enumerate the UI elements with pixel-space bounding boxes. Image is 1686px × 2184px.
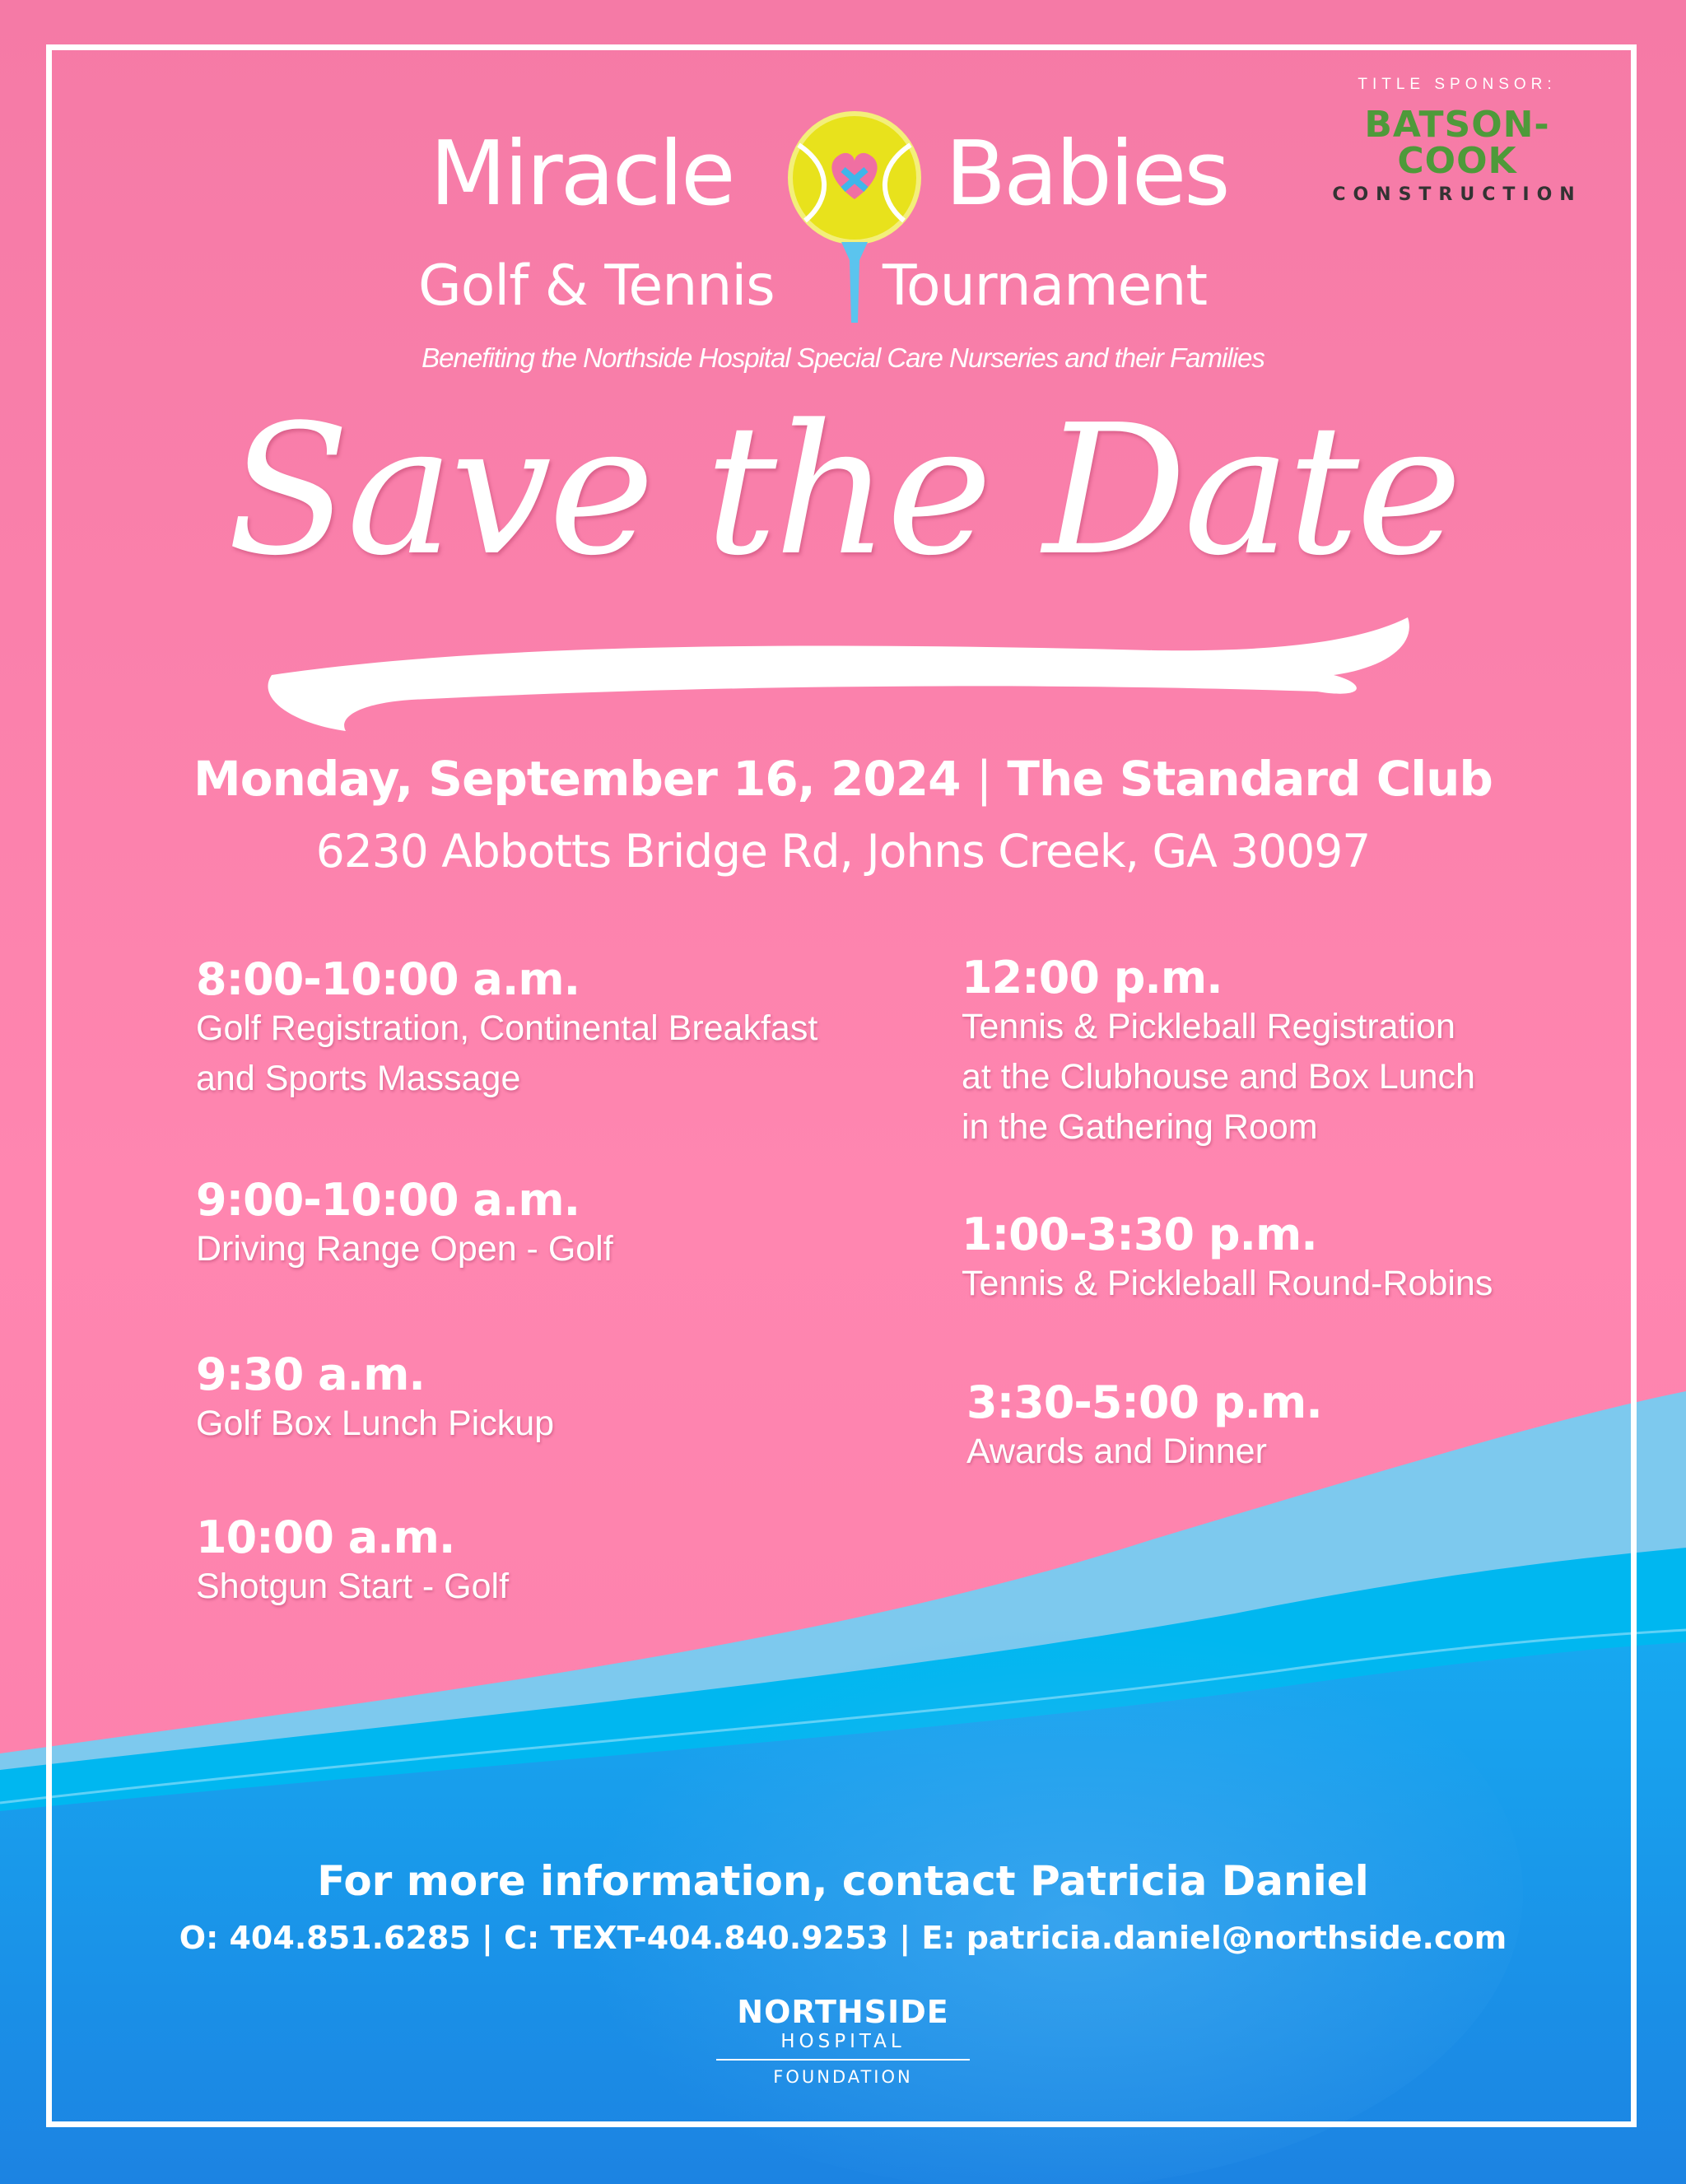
logo-word-miracle: Miracle (430, 123, 734, 226)
schedule-time: 10:00 a.m. (196, 1511, 455, 1563)
schedule-desc: and Sports Massage (196, 1059, 521, 1099)
schedule-time: 9:00-10:00 a.m. (196, 1174, 580, 1226)
title-sponsor (1317, 76, 1597, 205)
foundation-name: NORTHSIDE (737, 1994, 949, 2030)
schedule-desc: Driving Range Open - Golf (196, 1229, 613, 1269)
schedule-item-golf-registration (196, 955, 855, 1104)
northside-foundation-logo (716, 1996, 970, 2087)
schedule-desc: Tennis & Pickleball Registration (962, 1007, 1455, 1047)
logo-golf-tennis: Golf & Tennis (418, 254, 775, 319)
swoosh-ornament (247, 609, 1424, 733)
schedule-item-shotgun-start (196, 1513, 855, 1612)
foundation-hospital: HOSPITAL (780, 2031, 906, 2052)
event-date: Monday, September 16, 2024 (193, 751, 961, 807)
schedule-item-box-lunch (196, 1350, 855, 1449)
schedule-time: 12:00 p.m. (962, 952, 1223, 1004)
logo-word-babies: Babies (945, 123, 1228, 226)
schedule-item-tennis-registration (962, 953, 1620, 1153)
contact-title: For more information, contact Patricia Daniel (317, 1857, 1369, 1905)
schedule-desc: Shotgun Start - Golf (196, 1567, 510, 1607)
schedule-desc: in the Gathering Room (962, 1107, 1318, 1148)
event-address: 6230 Abbotts Bridge Rd, Johns Creek, GA 30097 (315, 825, 1371, 878)
schedule-time: 9:30 a.m. (196, 1348, 425, 1400)
golf-tee-icon (841, 242, 868, 323)
sponsor-name: BATSON-COOK (1364, 104, 1550, 182)
schedule-item-driving-range (196, 1176, 855, 1274)
benefit-tagline: Benefiting the Northside Hospital Special Care Nurseries and their Families (422, 342, 1264, 373)
schedule-time: 3:30-5:00 p.m. (966, 1376, 1322, 1428)
date-separator: | (976, 751, 992, 807)
contact-info: O: 404.851.6285 | C: TEXT-404.840.9253 | E: patricia.daniel@northside.com (179, 1920, 1507, 1956)
event-venue: The Standard Club (1007, 751, 1493, 807)
sponsor-label: TITLE SPONSOR: (1358, 76, 1557, 93)
save-the-date-headline: Save the Date (226, 387, 1460, 595)
schedule-time: 8:00-10:00 a.m. (196, 953, 580, 1005)
logo-tournament: Tournament (883, 254, 1208, 319)
schedule-desc: Tennis & Pickleball Round-Robins (962, 1264, 1493, 1304)
tennis-ball-heart-icon (782, 109, 927, 323)
sponsor-subtitle: CONSTRUCTION (1332, 184, 1582, 205)
schedule-desc: Golf Registration, Continental Breakfast (196, 1008, 818, 1049)
schedule-desc: at the Clubhouse and Box Lunch (962, 1057, 1475, 1097)
schedule-item-round-robins (962, 1210, 1620, 1309)
schedule-item-awards-dinner (966, 1378, 1625, 1477)
schedule-desc: Golf Box Lunch Pickup (196, 1404, 555, 1444)
schedule-time: 1:00-3:30 p.m. (962, 1208, 1317, 1260)
event-date-venue (0, 751, 1686, 807)
foundation-label: FOUNDATION (773, 2067, 913, 2087)
schedule-desc: Awards and Dinner (966, 1432, 1267, 1472)
foundation-divider (716, 2059, 970, 2061)
